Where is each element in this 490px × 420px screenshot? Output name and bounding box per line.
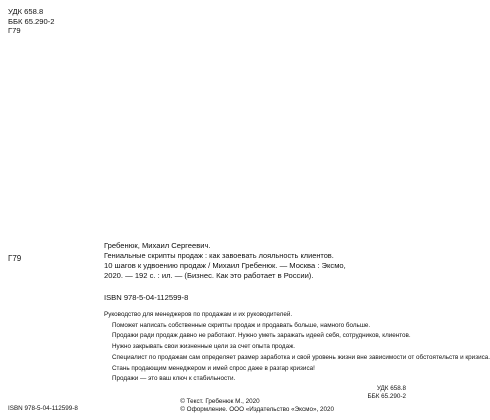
annotation-paragraph: Руководство для менеджеров по продажам и их руководителей.: [104, 311, 293, 318]
annotation: [104, 311, 490, 386]
copyright-design: © Оформление. ООО «Издательство «Эксмо», 2020: [180, 406, 334, 414]
annotation-paragraph: Продажи — это ваш ключ к стабильности.: [112, 375, 236, 383]
entry-line: 10 шагов к удвоению продаж / Михаил Гребенюк. — Москва : Эксмо,: [104, 261, 346, 270]
author-mark: Г79: [8, 26, 21, 36]
entry-line: Гениальные скрипты продаж : как завоевать лояльность клиентов.: [104, 251, 334, 260]
udk-code: УДК 658.8: [8, 7, 44, 16]
footer-isbn: ISBN 978-5-04-112599-8: [8, 405, 78, 412]
copyright-text: © Текст. Гребенюк М., 2020: [180, 398, 260, 405]
classification-codes: [8, 7, 54, 36]
copyright-block: [180, 398, 334, 415]
annotation-paragraph: Поможет написать собственные скрипты продаж и продавать больше, намного больше.: [112, 321, 371, 329]
bibliographic-entry: [104, 241, 404, 281]
entry-author-mark: Г79: [8, 254, 22, 263]
annotation-paragraph: Специалист по продажам сам определяет размер заработка и свой уровень жизни вне зависимости от обстоятельств и кризиса.: [112, 353, 490, 361]
footer-udk-code: УДК 658.8: [376, 385, 406, 392]
annotation-paragraph: Стань продающим менеджером и имей спрос даже в разгар кризиса!: [112, 364, 315, 372]
entry-isbn: ISBN 978-5-04-112599-8: [104, 293, 189, 302]
entry-author: Гребенюк, Михаил Сергеевич.: [104, 241, 211, 250]
entry-line: 2020. — 192 с. : ил. — (Бизнес. Как это работает в России).: [104, 271, 314, 280]
footer-bbk-code: ББК 65.290-2: [367, 392, 406, 400]
footer-classification-codes: [367, 385, 406, 401]
annotation-paragraph: Продажи ради продаж давно не работают. Нужно уметь заражать идеей себя, сотрудников, клиентов.: [112, 332, 411, 340]
bbk-code: ББК 65.290-2: [8, 16, 55, 26]
annotation-paragraph: Нужно закрывать свои жизненные цели за счет опыта продаж.: [112, 343, 296, 351]
